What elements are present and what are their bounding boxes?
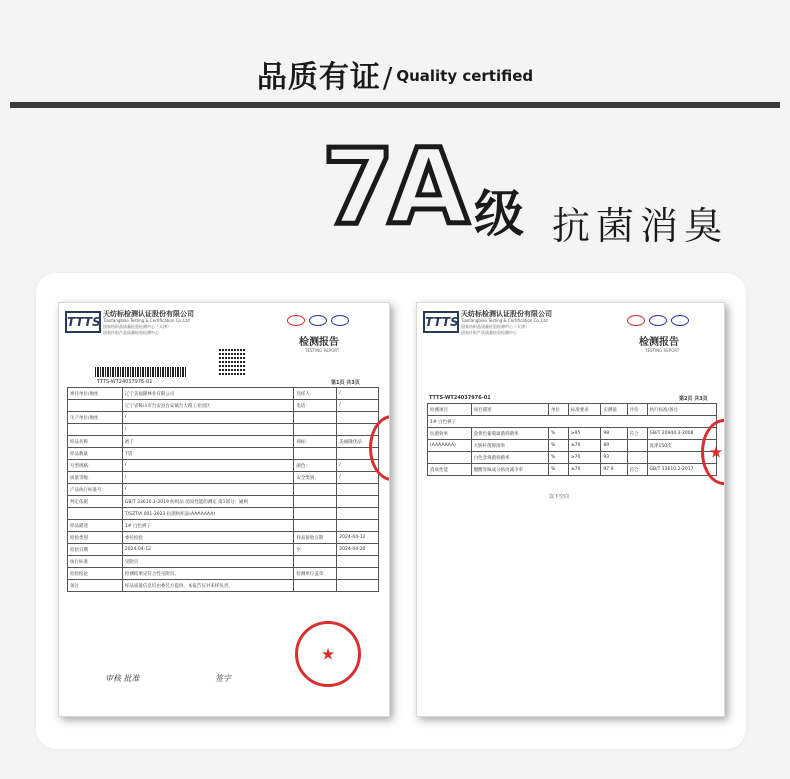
report-title: 检测报告 (639, 337, 679, 348)
table-cell: 检测结果见符合性见附页。 (122, 568, 294, 580)
report-2-table (427, 403, 717, 476)
table-cell: T/SZTIA 001-2023 抗菌纺织品(AAAAAAA) (122, 508, 294, 520)
header-band (0, 0, 790, 112)
table-cell (337, 580, 379, 592)
stamp-star-icon: ★ (708, 442, 724, 462)
blank-note: 以下空白 (549, 494, 570, 500)
report-number: TTTS-WT24037976-01 (97, 379, 153, 385)
table-cell: / (122, 472, 294, 484)
table-cell: 检验日期 (68, 544, 123, 556)
table-row (68, 520, 379, 532)
table-cell (337, 520, 379, 532)
table-cell (337, 508, 379, 520)
accreditation-logos (627, 311, 693, 330)
signature-approve: 审核 批准 (105, 674, 140, 683)
table-cell (294, 580, 337, 592)
table-cell (627, 452, 647, 464)
table-cell (294, 412, 337, 424)
report-title-en: TESTING REPORT (645, 348, 680, 353)
table-cell: 消臭性能 (428, 464, 472, 476)
table-row (68, 448, 379, 460)
table-cell: 检验类别 (68, 532, 123, 544)
title-en: Quality certified (396, 67, 534, 85)
table-cell (294, 508, 337, 520)
table-cell: 产品执行标准号： (68, 484, 123, 496)
ilac-icon (309, 315, 327, 326)
table-cell: 备注 (68, 580, 123, 592)
table-cell: 检测单位盖章 (294, 568, 337, 580)
table-cell: 样品质量信息均由委托方提供，本报告仅对来样负责。 (122, 580, 294, 592)
sample-cell: 1# 白色被子 (428, 416, 717, 428)
table-cell: 送样人： (294, 388, 337, 400)
table-cell (294, 496, 337, 508)
table-cell (337, 568, 379, 580)
table-cell: 判定依据 (68, 496, 123, 508)
table-cell: / (337, 388, 379, 400)
header-cell: 执行标准/备注 (647, 404, 717, 416)
table-cell: 符合 (627, 428, 647, 440)
report-page-2[interactable] (416, 302, 725, 717)
qr-code-icon (219, 349, 245, 375)
ilac-icon (649, 315, 667, 326)
table-cell: 美福隆优品 (337, 436, 379, 448)
table-cell: 7袋 (122, 448, 294, 460)
section-title (0, 52, 790, 96)
grade-headline (322, 126, 729, 248)
signature-mid: 签字 (215, 674, 231, 683)
table-cell: 醋酸异味成分浓度减少率 (471, 464, 548, 476)
table-row (68, 556, 379, 568)
table-cell: % (548, 440, 568, 452)
table-cell: % (548, 464, 568, 476)
table-row (68, 508, 379, 520)
header-cell: 单位 (548, 404, 568, 416)
table-header-row (428, 404, 717, 416)
org-line-2: 国家纺织品质量检验检测中心（天津） (461, 324, 529, 329)
table-cell: 被子 (122, 436, 294, 448)
table-cell: 89 (601, 440, 627, 452)
table-cell: 样品名称 (68, 436, 123, 448)
ttts-logo-icon: TTTS (423, 311, 459, 333)
table-cell: 样品描述 (68, 520, 123, 532)
table-cell: 辽宁美福隆林业有限公司 (122, 388, 294, 400)
table-row (428, 440, 717, 452)
table-cell: / (337, 472, 379, 484)
table-row (68, 568, 379, 580)
table-cell (337, 556, 379, 568)
org-line-2: 国家纺织品质量检验检测中心（天津） (103, 324, 171, 329)
header-cell: 项目描述 (471, 404, 548, 416)
table-row (68, 412, 379, 424)
table-cell: 样品接收日期 (294, 532, 337, 544)
table-row (428, 416, 717, 428)
table-row (68, 472, 379, 484)
table-row (68, 436, 379, 448)
org-line-3: 国家针织产品质量检验检测中心 (103, 330, 159, 335)
table-cell (68, 424, 123, 436)
table-cell: GB/T 33610.1-2019 纺织品 消臭性能的测定 第1部分：通则 (122, 496, 294, 508)
table-cell: 1# 白色被子 (122, 520, 294, 532)
table-row (68, 580, 379, 592)
table-cell (337, 412, 379, 424)
table-row (68, 544, 379, 556)
table-cell: 金黄色葡萄球菌抑菌率 (471, 428, 548, 440)
table-row (428, 428, 717, 440)
header-cell: 评价 (627, 404, 647, 416)
table-cell (68, 508, 123, 520)
page-number: 第1页 共3页 (331, 380, 360, 386)
table-cell: 洗涤150次 (647, 440, 717, 452)
table-cell: 电话： (294, 400, 337, 412)
table-row (68, 532, 379, 544)
table-cell (68, 400, 123, 412)
table-cell: 样品数量 (68, 448, 123, 460)
table-cell: ≥70 (568, 440, 601, 452)
table-row (428, 464, 717, 476)
title-underline (10, 102, 780, 108)
table-cell: ≥95 (568, 428, 601, 440)
table-cell: % (548, 428, 568, 440)
table-cell: GB/T 33610.2-2017 (647, 464, 717, 476)
table-cell: 抗菌效果 (428, 428, 472, 440)
table-row (68, 460, 379, 472)
page-number: 第2页 共3页 (679, 396, 708, 402)
table-cell: 安全类别： (294, 472, 337, 484)
table-cell: / (122, 424, 294, 436)
table-cell: 97.9 (601, 464, 627, 476)
table-row (68, 424, 379, 436)
table-cell (294, 424, 337, 436)
org-name-en: Tianfangbiao Testing & Certification Co.,Ltd (461, 318, 548, 323)
table-cell: ≥70 (568, 464, 601, 476)
title-slash: / (382, 61, 393, 94)
grade-suffix: 级 (474, 185, 524, 243)
official-stamp (295, 621, 361, 687)
table-cell: % (548, 452, 568, 464)
table-cell: 2024-04-12 (337, 532, 379, 544)
org-line-3: 国家针织产品质量检验检测中心 (461, 330, 517, 335)
table-cell: 辽宁省鞍山市台安县台安镇台大路工业园区 (122, 400, 294, 412)
table-cell: 商标： (294, 436, 337, 448)
table-cell: 生产单位/地址 (68, 412, 123, 424)
report-number: TTTS-WT24037976-01 (429, 395, 491, 401)
table-cell (294, 448, 337, 460)
report-title: 检测报告 (299, 337, 339, 348)
grade-7a: 7A (322, 126, 463, 248)
table-cell: / (122, 412, 294, 424)
report-1-table (67, 387, 379, 592)
table-cell: 号型规格： (68, 460, 123, 472)
cnas-icon (331, 315, 349, 326)
table-cell: 白色念珠菌抑菌率 (471, 452, 548, 464)
table-cell: / (122, 484, 294, 496)
table-cell: 见附页 (122, 556, 294, 568)
stamp-star-icon: ★ (320, 644, 336, 664)
table-cell: 质量等级： (68, 472, 123, 484)
ma-icon (287, 315, 305, 326)
table-cell: 93 (601, 452, 627, 464)
table-cell: 2024-04-12 (122, 544, 294, 556)
report-page-1[interactable] (58, 302, 390, 717)
title-cn: 品质有证 (256, 60, 381, 95)
table-row (428, 452, 717, 464)
table-cell (428, 452, 472, 464)
table-row (68, 400, 379, 412)
org-name-en: Tianfangbiao Testing & Certification Co.,Ltd (103, 318, 190, 323)
table-cell (337, 484, 379, 496)
table-row (68, 388, 379, 400)
table-cell (294, 520, 337, 532)
table-cell: / (337, 460, 379, 472)
table-cell: 符合 (627, 464, 647, 476)
table-cell: 至 (294, 544, 337, 556)
barcode-icon (95, 367, 187, 377)
accreditation-logos (287, 311, 353, 330)
org-name: 天纺标检测认证股份有限公司 (103, 310, 194, 318)
table-cell: / (122, 460, 294, 472)
table-row (68, 484, 379, 496)
table-cell: 98 (601, 428, 627, 440)
table-cell: 颜色： (294, 460, 337, 472)
cnas-icon (671, 315, 689, 326)
table-cell: ≥70 (568, 452, 601, 464)
table-cell (627, 440, 647, 452)
table-cell: 大肠杆菌抑菌率 (471, 440, 548, 452)
table-cell: GB/T 20944.3-2008 (647, 428, 717, 440)
ttts-logo-icon: TTTS (65, 311, 101, 333)
table-row (68, 496, 379, 508)
org-name: 天纺标检测认证股份有限公司 (461, 310, 552, 318)
header-cell: 检测项目 (428, 404, 472, 416)
header-cell: 标准要求 (568, 404, 601, 416)
table-cell: 委托单位/地址 (68, 388, 123, 400)
table-cell (337, 496, 379, 508)
table-cell: 2024-04-20 (337, 544, 379, 556)
header-cell: 实测值 (601, 404, 627, 416)
table-cell: / (337, 400, 379, 412)
grade-description: 抗菌消臭 (552, 204, 729, 248)
table-cell (294, 556, 337, 568)
report-title-en: TESTING REPORT (305, 348, 340, 353)
table-cell: 执行标准 (68, 556, 123, 568)
table-cell: 检验结论 (68, 568, 123, 580)
ma-icon (627, 315, 645, 326)
table-cell (294, 484, 337, 496)
table-cell: (AAAAAAA) (428, 440, 472, 452)
table-cell: 委托检验 (122, 532, 294, 544)
